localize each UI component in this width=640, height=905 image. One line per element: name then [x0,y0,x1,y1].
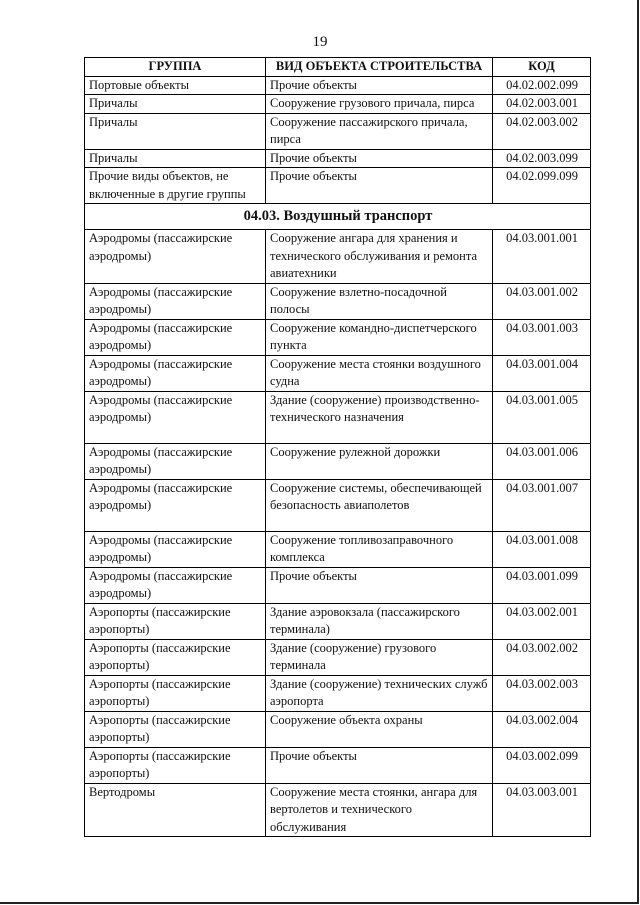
cell-code: 04.03.001.002 [493,283,591,319]
table-row [85,603,591,639]
header-type: ВИД ОБЪЕКТА СТРОИТЕЛЬСТВА [266,58,493,77]
table-row [85,711,591,747]
cell-code: 04.03.001.008 [493,531,591,567]
cell-type: Сооружение пассажирского причала, пирса [266,113,493,149]
cell-group: Причалы [85,149,266,168]
cell-code: 04.03.001.004 [493,355,591,391]
table-row [85,391,591,443]
cell-code: 04.03.001.005 [493,391,591,443]
table-body [85,76,591,837]
cell-code: 04.03.002.001 [493,603,591,639]
cell-group: Портовые объекты [85,76,266,95]
cell-code: 04.03.001.007 [493,479,591,531]
cell-group: Аэродромы (пассажирские аэродромы) [85,391,266,443]
cell-type: Сооружение объекта охраны [266,711,493,747]
cell-group: Причалы [85,95,266,114]
cell-type: Прочие объекты [266,149,493,168]
section-row [85,204,591,230]
cell-code: 04.02.003.001 [493,95,591,114]
table-row [85,639,591,675]
header-group: ГРУППА [85,58,266,77]
cell-type: Сооружение топливозаправочного комплекса [266,531,493,567]
cell-group: Аэродромы (пассажирские аэродромы) [85,355,266,391]
cell-type: Прочие объекты [266,168,493,204]
cell-code: 04.02.003.002 [493,113,591,149]
cell-type: Сооружение места стоянки воздушного судна [266,355,493,391]
cell-group: Прочие виды объектов, не включенные в другие группы [85,168,266,204]
table-row [85,747,591,783]
cell-group: Аэропорты (пассажирские аэропорты) [85,711,266,747]
cell-code: 04.03.001.003 [493,319,591,355]
cell-group: Причалы [85,113,266,149]
table-row [85,531,591,567]
table-row [85,95,591,114]
table-header-row [85,58,591,77]
cell-group: Аэродромы (пассажирские аэродромы) [85,479,266,531]
cell-group: Аэропорты (пассажирские аэропорты) [85,675,266,711]
table-row [85,675,591,711]
table-row [85,76,591,95]
cell-code: 04.03.002.004 [493,711,591,747]
cell-type: Прочие объекты [266,747,493,783]
cell-type: Здание аэровокзала (пассажирского терминала) [266,603,493,639]
table-row [85,168,591,204]
cell-code: 04.03.003.001 [493,783,591,837]
cell-group: Аэропорты (пассажирские аэропорты) [85,639,266,675]
cell-type: Сооружение рулежной дорожки [266,443,493,479]
cell-group: Аэродромы (пассажирские аэродромы) [85,283,266,319]
cell-group: Аэродромы (пассажирские аэродромы) [85,319,266,355]
cell-group: Аэропорты (пассажирские аэропорты) [85,603,266,639]
cell-type: Сооружение грузового причала, пирса [266,95,493,114]
table-row [85,283,591,319]
cell-code: 04.03.001.006 [493,443,591,479]
table-row [85,149,591,168]
cell-code: 04.03.001.001 [493,230,591,284]
cell-code: 04.02.099.099 [493,168,591,204]
cell-code: 04.03.001.099 [493,567,591,603]
page-number: 19 [312,34,328,50]
table-row [85,783,591,837]
cell-type: Сооружение системы, обеспечивающей безопасность авиаполетов [266,479,493,531]
section-title: 04.03. Воздушный транспорт [85,204,591,230]
table-row [85,230,591,284]
cell-group: Аэродромы (пассажирские аэродромы) [85,230,266,284]
cell-code: 04.03.002.002 [493,639,591,675]
table-row [85,479,591,531]
cell-type: Здание (сооружение) производственно-технического назначения [266,391,493,443]
classification-table [84,57,591,837]
cell-group: Аэродромы (пассажирские аэродромы) [85,531,266,567]
table-row [85,567,591,603]
cell-type: Прочие объекты [266,567,493,603]
cell-type: Сооружение места стоянки, ангара для вертолетов и технического обслуживания [266,783,493,837]
cell-type: Сооружение командно-диспетчерского пункта [266,319,493,355]
cell-group: Вертодромы [85,783,266,837]
cell-code: 04.02.002.099 [493,76,591,95]
cell-code: 04.02.003.099 [493,149,591,168]
cell-code: 04.03.002.003 [493,675,591,711]
cell-type: Здание (сооружение) грузового терминала [266,639,493,675]
table-row [85,355,591,391]
cell-group: Аэродромы (пассажирские аэродромы) [85,567,266,603]
cell-group: Аэродромы (пассажирские аэродромы) [85,443,266,479]
cell-type: Сооружение взлетно-посадочной полосы [266,283,493,319]
table-row [85,443,591,479]
cell-type: Сооружение ангара для хранения и технического обслуживания и ремонта авиатехники [266,230,493,284]
cell-type: Прочие объекты [266,76,493,95]
cell-type: Здание (сооружение) технических служб аэропорта [266,675,493,711]
table-row [85,319,591,355]
table-row [85,113,591,149]
cell-code: 04.03.002.099 [493,747,591,783]
cell-group: Аэропорты (пассажирские аэропорты) [85,747,266,783]
header-code: КОД [493,58,591,77]
